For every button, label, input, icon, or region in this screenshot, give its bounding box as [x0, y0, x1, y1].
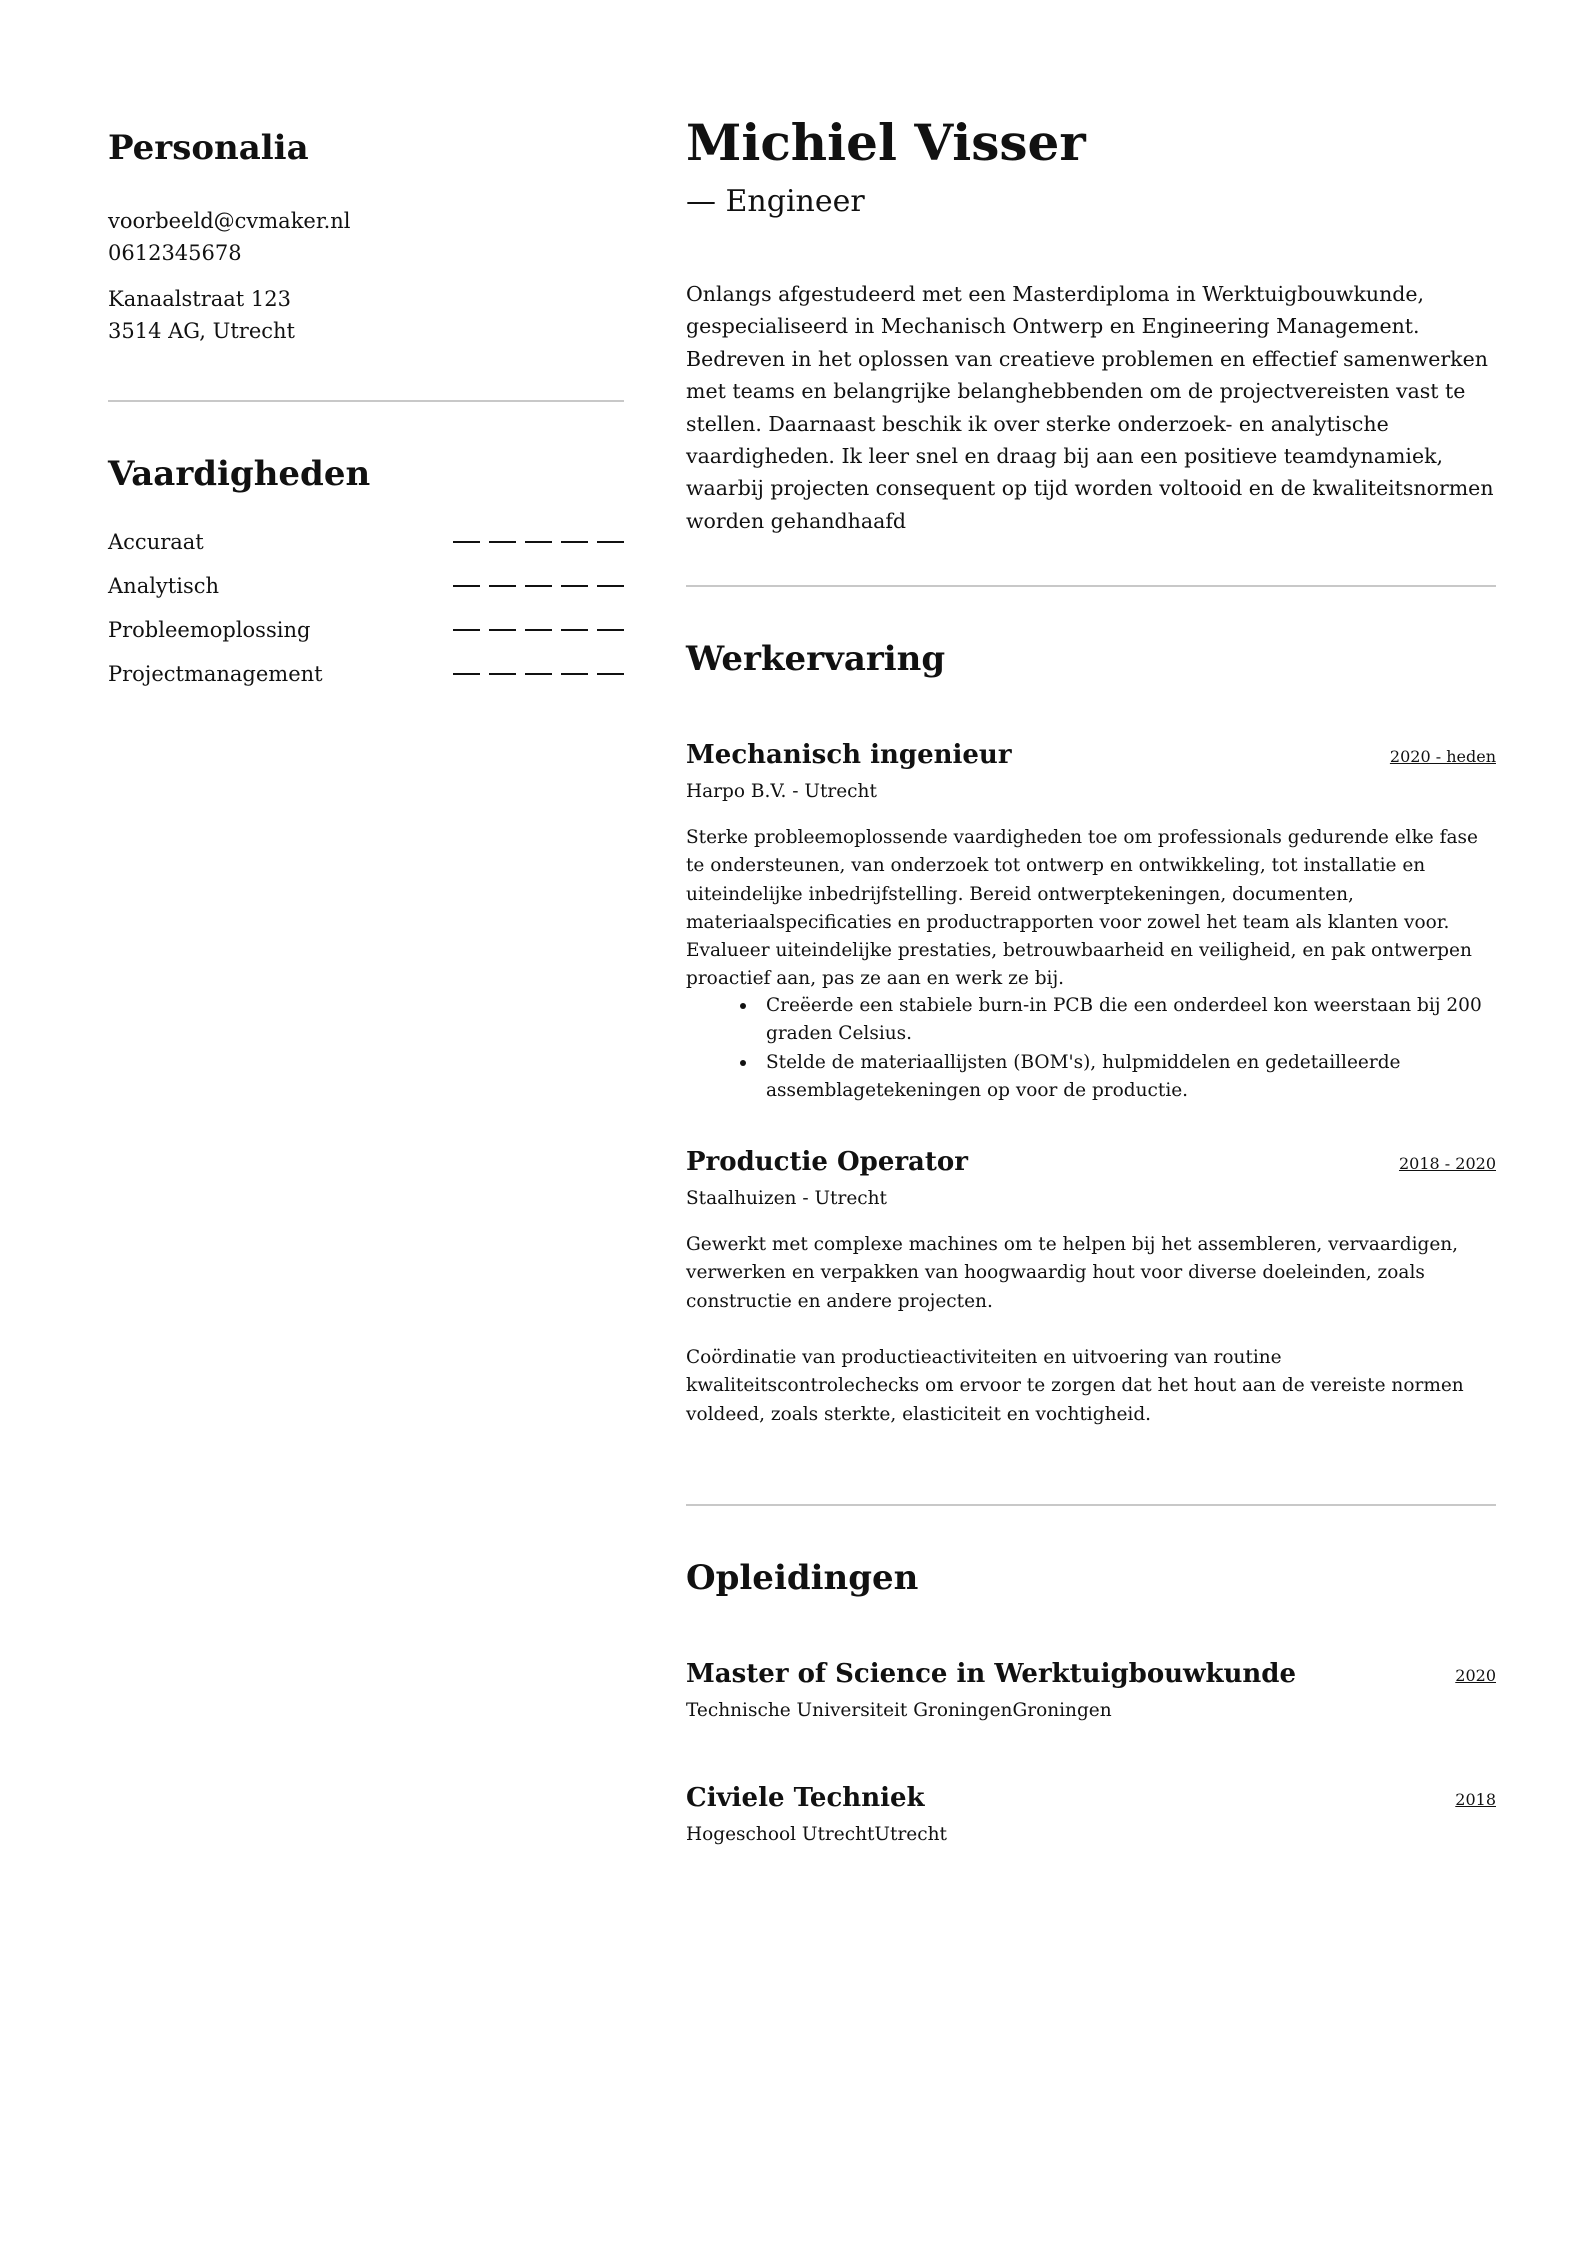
skill-level-dash	[561, 541, 588, 543]
skill-level-meter	[444, 585, 624, 588]
skill-level-dash	[597, 585, 624, 587]
institution-name: Hogeschool UtrechtUtrecht	[686, 1824, 947, 1845]
skill-level-dash	[489, 541, 516, 543]
education-heading: Opleidingen	[686, 1558, 919, 1598]
skill-level-dash	[525, 585, 552, 587]
skill-level-dash	[597, 541, 624, 543]
skill-row	[108, 614, 624, 646]
skill-level-meter	[444, 541, 624, 544]
job-company: Staalhuizen - Utrecht	[686, 1188, 887, 1209]
city-text: 3514 AG, Utrecht	[108, 319, 295, 343]
skill-level-dash	[453, 673, 480, 675]
job-dates: 2018 - 2020	[1398, 1154, 1496, 1173]
experience-heading: Werkervaring	[686, 639, 946, 679]
list-item: Creëerde een stabiele burn-in PCB die een onderdeel kon weerstaan bij 200 graden Celsius.	[766, 992, 1496, 1049]
job-description: Gewerkt met complexe machines om te helpen bij het assembleren, vervaardigen, verwerken en verpakken van hoogwaardig hout voor diverse doeleinden, zoals constructie en andere projecten.	[686, 1234, 1459, 1312]
skill-level-meter	[444, 629, 624, 632]
job-dates: 2020 - heden	[1389, 747, 1496, 766]
skill-level-dash	[525, 541, 552, 543]
skill-level-dash	[561, 673, 588, 675]
job-description: Sterke probleemoplossende vaardigheden toe om professionals gedurende elke fase te ondersteunen, van onderzoek tot ontwerp en ontwikkeling, tot installatie en uiteindelijke inbedrijfstelling. Bereid ontwerptekeningen, documenten, materiaalspecificaties en productrapporten voor zowel het team als klanten voor. Evalueer uiteindelijke prestaties, betrouwbaarheid en veiligheid, en pak ontwerpen proactief aan, pas ze aan en werk ze bij.	[686, 827, 1478, 990]
candidate-title: — Engineer	[686, 184, 865, 219]
degree-year: 2020	[1455, 1666, 1496, 1685]
skill-name: Analytisch	[108, 574, 220, 598]
skill-level-dash	[489, 629, 516, 631]
sidebar-divider	[108, 400, 624, 402]
skill-name: Probleemoplossing	[108, 618, 311, 642]
skill-level-dash	[525, 629, 552, 631]
list-item: Stelde de materiaallijsten (BOM's), hulpmiddelen en gedetailleerde assemblagetekeningen op voor de productie.	[766, 1049, 1496, 1106]
job-achievements-list	[686, 992, 1496, 1105]
institution-name: Technische Universiteit GroningenGroningen	[686, 1700, 1112, 1721]
profile-summary: Onlangs afgestudeerd met een Masterdiploma in Werktuigbouwkunde, gespecialiseerd in Mechanisch Ontwerp en Engineering Management. Bedreven in het oplossen van creatieve problemen en effectief samenwerken met teams en belangrijke belanghebbenden om de projectvereisten vast te stellen. Daarnaast beschik ik over sterke onderzoek- en analytische vaardigheden. Ik leer snel en draag bij aan een positieve teamdynamiek, waarbij projecten consequent op tijd worden voltooid en de kwaliteitsnormen worden gehandhaafd	[686, 282, 1494, 533]
degree-year: 2018	[1455, 1790, 1496, 1809]
skill-level-dash	[453, 585, 480, 587]
skill-row	[108, 658, 624, 690]
personal-heading: Personalia	[108, 128, 309, 168]
degree-title: Civiele Techniek	[686, 1783, 925, 1813]
skill-row	[108, 526, 624, 558]
skill-level-dash	[489, 585, 516, 587]
skill-level-dash	[453, 541, 480, 543]
phone-text: 0612345678	[108, 241, 242, 265]
degree-title: Master of Science in Werktuigbouwkunde	[686, 1659, 1296, 1689]
job-title: Productie Operator	[686, 1147, 968, 1177]
skill-row	[108, 570, 624, 602]
section-divider	[686, 585, 1496, 587]
skill-level-dash	[561, 629, 588, 631]
skills-heading: Vaardigheden	[108, 454, 371, 494]
job-description: Coördinatie van productieactiviteiten en uitvoering van routine kwaliteitscontrolechecks om ervoor te zorgen dat het hout aan de vereiste normen voldeed, zoals sterkte, elasticiteit en vochtigheid.	[686, 1347, 1464, 1425]
skill-level-dash	[597, 629, 624, 631]
section-divider	[686, 1504, 1496, 1506]
skill-name: Accuraat	[108, 530, 204, 554]
skill-level-dash	[489, 673, 516, 675]
skill-level-dash	[525, 673, 552, 675]
job-title: Mechanisch ingenieur	[686, 740, 1012, 770]
candidate-name: Michiel Visser	[686, 113, 1086, 172]
job-company: Harpo B.V. - Utrecht	[686, 781, 877, 802]
skill-level-dash	[561, 585, 588, 587]
skill-level-dash	[597, 673, 624, 675]
street-text: Kanaalstraat 123	[108, 287, 291, 311]
email-text: voorbeeld@cvmaker.nl	[108, 209, 351, 233]
skill-level-meter	[444, 673, 624, 676]
skill-name: Projectmanagement	[108, 662, 323, 686]
skill-level-dash	[453, 629, 480, 631]
